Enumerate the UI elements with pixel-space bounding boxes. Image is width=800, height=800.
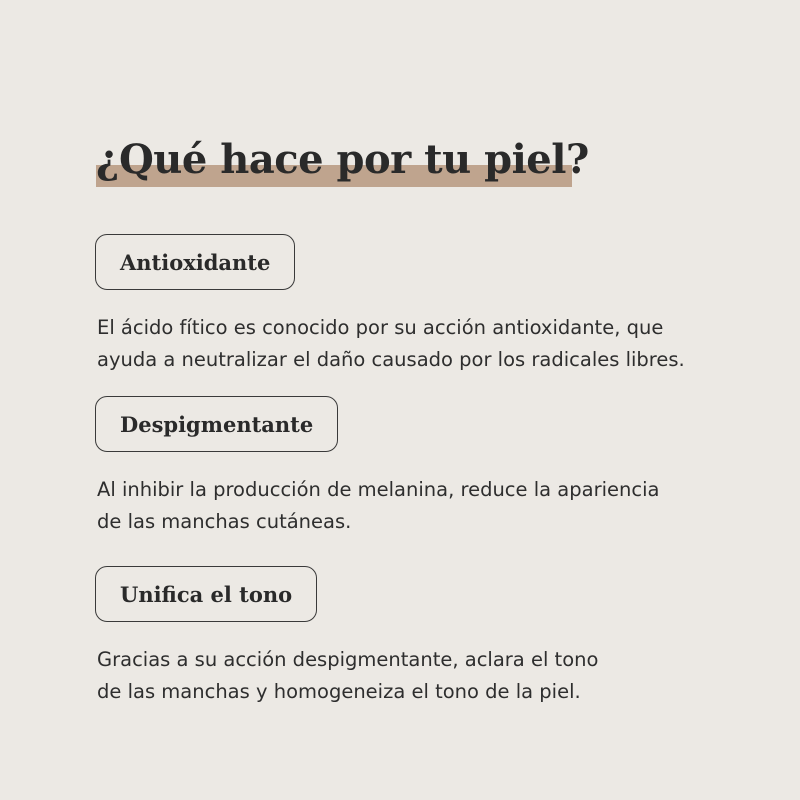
- description-line: El ácido fítico es conocido por su acción antioxidante, que: [97, 316, 664, 339]
- label-unifica-tono: Unifica el tono: [95, 566, 317, 622]
- label-antioxidante: Antioxidante: [95, 234, 295, 290]
- description-antioxidante: [97, 312, 685, 376]
- description-line: de las manchas cutáneas.: [97, 510, 352, 533]
- description-line: Gracias a su acción despigmentante, aclara el tono: [97, 648, 599, 671]
- section-unifica-tono: [95, 566, 598, 708]
- description-despigmentante: [97, 474, 659, 538]
- description-line: Al inhibir la producción de melanina, reduce la apariencia: [97, 478, 660, 501]
- page-title: ¿Qué hace por tu piel?: [96, 136, 589, 183]
- section-despigmentante: [95, 396, 659, 538]
- label-despigmentante: Despigmentante: [95, 396, 338, 452]
- section-antioxidante: [95, 234, 685, 376]
- title-block: [96, 130, 589, 190]
- description-line: de las manchas y homogeneiza el tono de la piel.: [97, 680, 581, 703]
- description-unifica-tono: [97, 644, 598, 708]
- description-line: ayuda a neutralizar el daño causado por los radicales libres.: [97, 348, 685, 371]
